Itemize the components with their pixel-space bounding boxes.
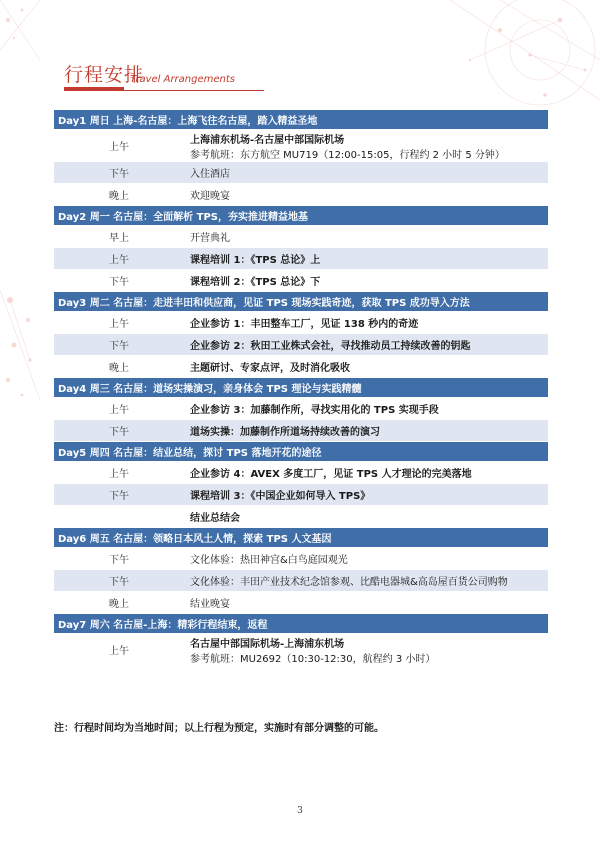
section-subtitle: Travel Arrangements [130, 74, 235, 85]
activity-line: 企业参访 1：丰田整车工厂，见证 138 秒内的奇迹 [190, 319, 419, 330]
schedule-row [54, 398, 548, 420]
schedule-row [54, 248, 548, 270]
schedule-row [54, 184, 548, 206]
day-header: Day3 周二 名古屋：走进丰田和供应商，见证 TPS 现场实践奇迹，获取 TPS 成功导入方法 [54, 292, 548, 312]
itinerary-table [54, 110, 548, 666]
activity [184, 570, 548, 591]
activity-line: 文化体验：热田神宫&白鸟庭园观光 [190, 555, 348, 566]
day-header: Day5 周四 名古屋：结业总结，探讨 TPS 落地开花的途径 [54, 442, 548, 462]
activity-line: 入住酒店 [190, 169, 230, 180]
schedule-row [54, 334, 548, 356]
activity-line: 企业参访 2：秋田工业株式会社，寻找推动员工持续改善的钥匙 [190, 341, 471, 352]
activity [184, 162, 548, 183]
activity-line: 欢迎晚宴 [190, 191, 230, 202]
schedule-row [54, 484, 548, 506]
time-of-day: 上午 [109, 469, 129, 480]
activity [184, 484, 548, 505]
schedule-row [54, 506, 548, 528]
schedule-row [54, 570, 548, 592]
time-of-day: 晚上 [109, 191, 129, 202]
schedule-row [54, 462, 548, 484]
activity [184, 634, 548, 665]
activity [184, 248, 548, 269]
time-of-day: 下午 [109, 169, 129, 180]
activity [184, 398, 548, 419]
header-accent-bar [64, 87, 124, 90]
activity [184, 420, 548, 441]
page-number: 3 [297, 806, 303, 816]
schedule-row [54, 634, 548, 666]
time-of-day: 早上 [109, 233, 129, 244]
activity-line: 企业参访 3：加藤制作所，寻找实用化的 TPS 实现手段 [190, 405, 439, 416]
schedule-row [54, 312, 548, 334]
time-of-day: 上午 [109, 405, 129, 416]
day-header: Day4 周三 名古屋：道场实操演习，亲身体会 TPS 理论与实践精髓 [54, 378, 548, 398]
activity-line: 名古屋中部国际机场-上海浦东机场 [190, 638, 345, 650]
activity-line: 主题研讨、专家点评，及时消化吸收 [190, 363, 350, 374]
section-title: 行程安排 [64, 64, 145, 86]
schedule-row [54, 592, 548, 614]
activity [184, 270, 548, 291]
schedule-row [54, 356, 548, 378]
schedule-row [54, 226, 548, 248]
time-of-day: 下午 [109, 277, 129, 288]
section-header [64, 60, 544, 100]
time-of-day: 上午 [109, 319, 129, 330]
day-header: Day2 周一 名古屋：全面解析 TPS，夯实推进精益地基 [54, 206, 548, 226]
activity [184, 226, 548, 247]
time-of-day: 下午 [109, 491, 129, 502]
schedule-row [54, 162, 548, 184]
activity-line: 参考航班：东方航空 MU719（12:00-15:05，行程约 2 小时 5 分钟） [190, 149, 505, 161]
activity-line: 参考航班：MU2692（10:30-12:30，航程约 3 小时） [190, 653, 436, 665]
activity [184, 548, 548, 569]
time-of-day: 晚上 [109, 599, 129, 610]
activity [184, 506, 548, 527]
day-header: Day1 周日 上海-名古屋：上海飞往名古屋，踏入精益圣地 [54, 110, 548, 130]
activity-line: 道场实操：加藤制作所道场持续改善的演习 [190, 427, 380, 438]
schedule-row [54, 548, 548, 570]
activity-line: 文化体验：丰田产业技术纪念馆参观、比酷电器城&高岛屋百货公司购物 [190, 577, 508, 588]
activity [184, 130, 548, 161]
day-header: Day6 周五 名古屋：领略日本风土人情，探索 TPS 人文基因 [54, 528, 548, 548]
schedule-row [54, 420, 548, 442]
header-divider [64, 90, 264, 91]
footnote: 注：行程时间均为当地时间；以上行程为预定，实施时有部分调整的可能。 [54, 723, 384, 734]
activity-line: 结业晚宴 [190, 599, 230, 610]
time-of-day: 下午 [109, 427, 129, 438]
schedule-row [54, 130, 548, 162]
time-of-day: 上午 [109, 142, 129, 153]
activity [184, 356, 548, 377]
day-header: Day7 周六 名古屋-上海：精彩行程结束，返程 [54, 614, 548, 634]
activity-line: 课程培训 3：《中国企业如何导入 TPS》 [190, 491, 371, 502]
activity [184, 184, 548, 205]
time-of-day: 下午 [109, 555, 129, 566]
time-of-day: 下午 [109, 341, 129, 352]
schedule-row [54, 270, 548, 292]
activity-line: 上海浦东机场-名古屋中部国际机场 [190, 134, 345, 146]
time-of-day: 上午 [109, 255, 129, 266]
activity-line: 开营典礼 [190, 233, 230, 244]
activity-line: 课程培训 2：《TPS 总论》下 [190, 277, 321, 288]
activity [184, 462, 548, 483]
activity [184, 334, 548, 355]
activity [184, 592, 548, 613]
activity [184, 312, 548, 333]
activity-line: 结业总结会 [190, 513, 240, 524]
time-of-day: 上午 [109, 646, 129, 657]
time-of-day [54, 506, 184, 527]
time-of-day: 晚上 [109, 363, 129, 374]
time-of-day: 下午 [109, 577, 129, 588]
activity-line: 课程培训 1：《TPS 总论》上 [190, 255, 321, 266]
activity-line: 企业参访 4：AVEX 多度工厂，见证 TPS 人才理论的完美落地 [190, 469, 472, 480]
